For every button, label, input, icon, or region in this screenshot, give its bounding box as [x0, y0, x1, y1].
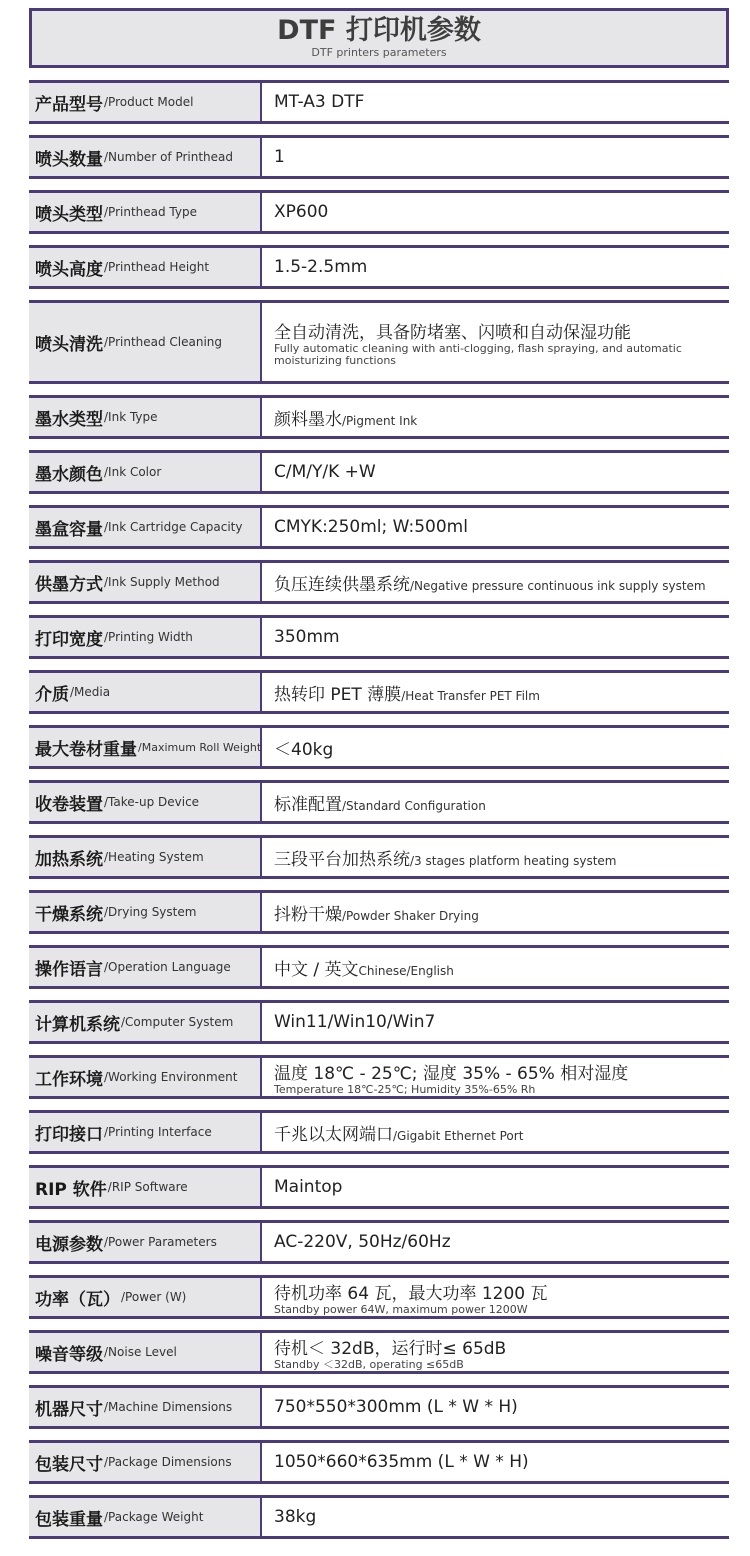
param-label-cell	[29, 838, 262, 876]
param-label-cell	[29, 1003, 262, 1041]
param-value-cell	[262, 783, 729, 821]
param-value-note: Fully automatic cleaning with anti-clogging, flash spraying, and automatic moisturizing functions	[274, 341, 682, 367]
param-name: 电源参数	[35, 1234, 103, 1255]
param-value: ＜40kg	[274, 739, 334, 760]
param-value: 750*550*300mm (L * W * H)	[274, 1397, 518, 1417]
param-value-cell	[262, 303, 729, 381]
param-value: 待机功率 64 瓦，最大功率 1200 瓦	[274, 1283, 548, 1304]
param-name-en: /Take-up Device	[104, 795, 200, 809]
param-label-cell	[29, 1058, 262, 1096]
param-value-en: Chinese/English	[358, 963, 454, 978]
param-name: 介质	[35, 684, 69, 705]
param-name-en: /Power (W)	[121, 1290, 187, 1304]
param-name-en: /Media	[70, 685, 111, 699]
param-label-cell	[29, 138, 262, 176]
param-value-cell	[262, 1003, 729, 1041]
param-name-en: /Computer System	[121, 1015, 234, 1029]
param-label-cell	[29, 398, 262, 436]
param-value-line	[274, 202, 729, 222]
param-value-line	[274, 147, 729, 167]
param-value-cell	[262, 1443, 729, 1481]
param-label-cell	[29, 508, 262, 546]
param-name: 噪音等级	[35, 1344, 103, 1365]
table-row	[29, 300, 729, 384]
param-name: 墨盒容量	[35, 519, 103, 540]
param-label-cell	[29, 728, 262, 766]
param-label-cell	[29, 1278, 262, 1316]
param-name-en: /Ink Supply Method	[104, 575, 220, 589]
param-name-en: /Noise Level	[104, 1345, 177, 1359]
param-value-line	[274, 1507, 729, 1527]
param-value-line	[274, 517, 729, 537]
param-name: 喷头高度	[35, 259, 103, 280]
param-label-cell	[29, 1388, 262, 1426]
param-value-cell	[262, 563, 729, 601]
param-name-en: /Operation Language	[104, 960, 231, 974]
param-name: 操作语言	[35, 959, 103, 980]
param-label-cell	[29, 1168, 262, 1206]
param-value-cell	[262, 193, 729, 231]
table-row	[29, 1110, 729, 1154]
param-value-note: Standby power 64W, maximum power 1200W	[274, 1302, 528, 1316]
param-value-cell	[262, 1278, 729, 1316]
param-name-en: /Working Environment	[104, 1070, 238, 1084]
param-value-en: /3 stages platform heating system	[410, 853, 617, 868]
param-value: 颜料墨水	[274, 409, 342, 430]
param-value-en: /Negative pressure continuous ink supply system	[410, 578, 706, 593]
param-value: 热转印 PET 薄膜	[274, 684, 402, 705]
param-value: 中文 / 英文	[274, 959, 359, 980]
table-row	[29, 1275, 729, 1319]
param-value-cell	[262, 1223, 729, 1261]
param-name-en: /Drying System	[104, 905, 197, 919]
param-name: 打印接口	[35, 1124, 103, 1145]
param-name: 产品型号	[35, 94, 103, 115]
param-value-line	[274, 462, 729, 482]
param-value-cell	[262, 618, 729, 656]
param-name-en: /Ink Color	[104, 465, 162, 479]
param-label-cell	[29, 618, 262, 656]
param-name: 喷头数量	[35, 149, 103, 170]
param-value-cell	[262, 508, 729, 546]
param-value-en: /Pigment Ink	[342, 413, 418, 428]
table-row	[29, 945, 729, 989]
param-value-line	[274, 735, 729, 760]
param-value: 待机＜ 32dB，运行时≤ 65dB	[274, 1338, 507, 1359]
param-name-en: /Package Dimensions	[104, 1455, 232, 1469]
table-row	[29, 560, 729, 604]
table-row	[29, 615, 729, 659]
param-name: 供墨方式	[35, 574, 103, 595]
param-name: 收卷装置	[35, 794, 103, 815]
table-row	[29, 670, 729, 714]
param-value: 抖粉干燥	[274, 904, 342, 925]
table-row	[29, 135, 729, 179]
param-name-en: /Machine Dimensions	[104, 1400, 233, 1414]
param-value: C/M/Y/K +W	[274, 462, 376, 482]
param-value: 全自动清洗，具备防堵塞、闪喷和自动保湿功能	[274, 322, 631, 343]
table-row	[29, 890, 729, 934]
param-value: 千兆以太网端口	[274, 1124, 393, 1145]
param-value-line	[274, 1177, 729, 1197]
param-value: 38kg	[274, 1507, 317, 1527]
param-label-cell	[29, 1113, 262, 1151]
param-value-line	[274, 318, 729, 343]
page-title: DTF 打印机参数	[277, 15, 481, 46]
param-value: 三段平台加热系统	[274, 849, 410, 870]
param-value: 标准配置	[274, 794, 342, 815]
param-value-line	[274, 1059, 729, 1084]
param-name: RIP 软件	[35, 1179, 107, 1200]
param-value: AC-220V, 50Hz/60Hz	[274, 1232, 451, 1252]
param-name-en: /Printing Interface	[104, 1125, 212, 1139]
param-value-line	[274, 1334, 729, 1359]
param-name-en: /Printhead Cleaning	[104, 335, 223, 349]
table-row	[29, 190, 729, 234]
param-value: XP600	[274, 202, 329, 222]
param-name: 喷头类型	[35, 204, 103, 225]
param-value-cell	[262, 1058, 729, 1096]
param-name-en: /Number of Printhead	[104, 150, 234, 164]
param-value-line	[274, 1279, 729, 1304]
param-value-cell	[262, 893, 729, 931]
param-value: 1	[274, 147, 285, 167]
param-value: 温度 18℃ - 25℃; 湿度 35% - 65% 相对湿度	[274, 1063, 629, 1084]
param-name: 喷头清洗	[35, 334, 103, 355]
param-value-line	[274, 1012, 729, 1032]
param-name: 墨水颜色	[35, 464, 103, 485]
param-name: 功率（瓦）	[35, 1289, 120, 1310]
table-row	[29, 80, 729, 124]
table-row	[29, 1440, 729, 1484]
param-value-note: Standby ＜32dB, operating ≤65dB	[274, 1357, 464, 1371]
param-value-line	[274, 1120, 729, 1145]
table-row	[29, 1000, 729, 1044]
page-subtitle: DTF printers parameters	[311, 46, 447, 59]
param-name-en: /Power Parameters	[104, 1235, 217, 1249]
param-value-cell	[262, 248, 729, 286]
param-label-cell	[29, 783, 262, 821]
table-row	[29, 1055, 729, 1099]
param-name-en: /RIP Software	[107, 1180, 188, 1194]
param-label-cell	[29, 83, 262, 121]
param-label-cell	[29, 453, 262, 491]
table-row	[29, 1495, 729, 1539]
param-value-line	[274, 570, 729, 595]
param-label-cell	[29, 563, 262, 601]
table-row	[29, 1165, 729, 1209]
table-row	[29, 245, 729, 289]
param-name: 工作环境	[35, 1069, 103, 1090]
table-row	[29, 395, 729, 439]
param-name: 墨水类型	[35, 409, 103, 430]
param-value-cell	[262, 83, 729, 121]
param-value-en: /Heat Transfer PET Film	[401, 688, 540, 703]
param-value-line	[274, 1452, 729, 1472]
param-value: 负压连续供墨系统	[274, 574, 410, 595]
param-name: 包装尺寸	[35, 1454, 103, 1475]
param-label-cell	[29, 248, 262, 286]
table-row	[29, 835, 729, 879]
param-label-cell	[29, 1333, 262, 1371]
param-label-cell	[29, 1223, 262, 1261]
param-name-en: /Printhead Height	[104, 260, 210, 274]
param-value: 1050*660*635mm (L * W * H)	[274, 1452, 529, 1472]
param-value-line	[274, 900, 729, 925]
param-name-en: /Printing Width	[104, 630, 193, 644]
param-name: 干燥系统	[35, 904, 103, 925]
param-name: 机器尺寸	[35, 1399, 103, 1420]
param-label-cell	[29, 1443, 262, 1481]
param-value: CMYK:250ml; W:500ml	[274, 517, 468, 537]
param-value-line	[274, 405, 729, 430]
table-row	[29, 1330, 729, 1374]
table-row	[29, 725, 729, 769]
param-value-line	[274, 627, 729, 647]
param-name-en: /Ink Type	[104, 410, 158, 424]
param-value-line	[274, 955, 729, 980]
table-row	[29, 450, 729, 494]
param-value-cell	[262, 1498, 729, 1536]
param-label-cell	[29, 893, 262, 931]
param-value: Maintop	[274, 1177, 343, 1197]
param-name-en: /Printhead Type	[104, 205, 197, 219]
param-name: 最大卷材重量	[35, 739, 137, 760]
param-value-cell	[262, 138, 729, 176]
param-value-cell	[262, 1113, 729, 1151]
param-value: 350mm	[274, 627, 340, 647]
param-label-cell	[29, 1498, 262, 1536]
param-value-line	[274, 92, 729, 112]
param-value-en: /Gigabit Ethernet Port	[393, 1128, 524, 1143]
param-value-line	[274, 257, 729, 277]
param-name-en: /Heating System	[104, 850, 204, 864]
param-value-en: /Powder Shaker Drying	[342, 908, 479, 923]
param-value-note: Temperature 18℃-25℃; Humidity 35%-65% Rh	[274, 1082, 536, 1096]
param-value: 1.5-2.5mm	[274, 257, 368, 277]
param-name: 包装重量	[35, 1509, 103, 1530]
param-value-cell	[262, 398, 729, 436]
param-value-cell	[262, 1333, 729, 1371]
param-name-en: /Ink Cartridge Capacity	[104, 520, 243, 534]
table-row	[29, 505, 729, 549]
param-value-line	[274, 845, 729, 870]
param-value-cell	[262, 838, 729, 876]
param-name: 打印宽度	[35, 629, 103, 650]
table-row	[29, 1220, 729, 1264]
param-label-cell	[29, 193, 262, 231]
param-value-line	[274, 1232, 729, 1252]
param-value-cell	[262, 1168, 729, 1206]
param-value-cell	[262, 948, 729, 986]
param-name-en: /Product Model	[104, 95, 194, 109]
param-value-cell	[262, 728, 729, 766]
param-name: 计算机系统	[35, 1014, 120, 1035]
param-label-cell	[29, 673, 262, 711]
param-value-cell	[262, 1388, 729, 1426]
table-row	[29, 1385, 729, 1429]
param-value: MT-A3 DTF	[274, 92, 365, 112]
param-value-cell	[262, 673, 729, 711]
param-name-en: /Maximum Roll Weight	[138, 740, 262, 754]
table-header	[29, 8, 729, 68]
param-value: Win11/Win10/Win7	[274, 1012, 436, 1032]
param-name: 加热系统	[35, 849, 103, 870]
param-name-en: /Package Weight	[104, 1510, 204, 1524]
param-value-line	[274, 680, 729, 705]
param-value-line	[274, 1397, 729, 1417]
param-label-cell	[29, 303, 262, 381]
table-row	[29, 780, 729, 824]
param-label-cell	[29, 948, 262, 986]
param-value-line	[274, 790, 729, 815]
param-value-cell	[262, 453, 729, 491]
param-value-en: /Standard Configuration	[342, 798, 486, 813]
